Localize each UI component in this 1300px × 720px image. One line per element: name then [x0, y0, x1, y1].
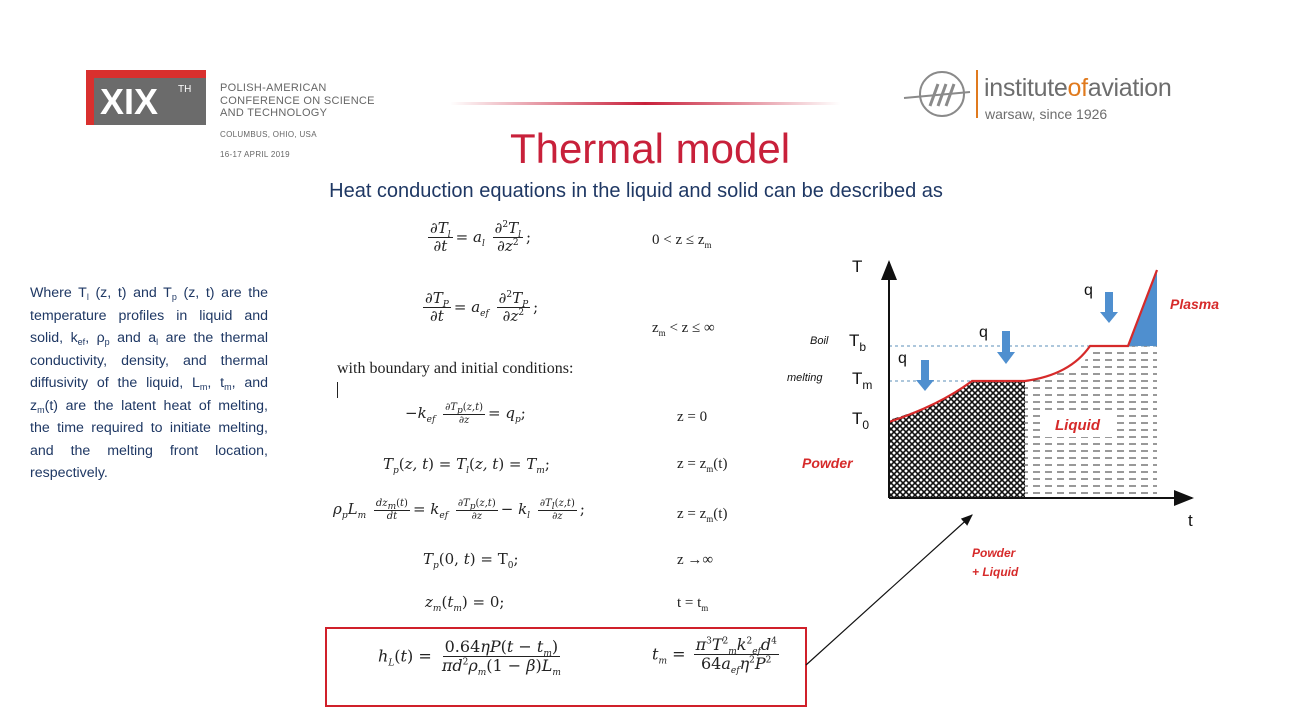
heat-flux-arrow-2	[997, 331, 1015, 364]
melting-time-formula: $t_m$ = $\frac{\pi^3T^2_mk^2_{ef}d^4}{64a_{ef}\eta^2P^2}$	[652, 635, 777, 677]
heat-flux-arrow-3	[1100, 292, 1118, 323]
initial-condition-2: $z_m(t_m) = 0$;	[425, 593, 505, 614]
heat-flux-arrow-1	[916, 360, 934, 391]
conf-name-line3: AND TECHNOLOGY	[220, 107, 328, 119]
institute-logo-icon	[900, 66, 980, 122]
melt-depth-formula: $h_L(t)$ = $\frac{0.64\eta P(t - t_m)}{\pi d^2\rho_m(1 - \beta)L_m}$	[378, 637, 561, 679]
initial-condition-1: $T_p(0$, $t) = T_0$;	[423, 550, 519, 571]
condition-solid: $z_m < z$ ≤ ∞	[652, 320, 715, 338]
label-T0: $T_0$	[852, 409, 870, 432]
label-plasma: Plasma	[1170, 296, 1220, 312]
label-Tm: $T_m$	[852, 369, 873, 392]
conf-logo-numeral: XIX	[100, 81, 159, 122]
condition-bc2: $z = z_m(t)$	[677, 456, 728, 474]
institute-name	[984, 74, 1172, 103]
conf-location: COLUMBUS, OHIO, USA	[220, 130, 317, 139]
condition-ic1: z →∞	[677, 552, 714, 568]
label-liquid: Liquid	[1055, 417, 1100, 434]
boundary-equation-1: $-k_{ef}$ $\frac{\partial T_p(z,t)}{\partial z}$ = $q_p$;	[405, 402, 526, 426]
conf-name-line1: POLISH-AMERICAN	[220, 82, 327, 94]
boundary-equation-2: $T_p(z$, $t) = T_l(z$, $t) = T_m$;	[383, 455, 550, 476]
condition-bc3: $z = z_m(t)$	[677, 506, 728, 524]
boundary-equation-3: $\rho_pL_m$ $\frac{dz_m(t)}{dt}$ = $k_{ef}$ $\frac{\partial T_p(z,t)}{\partial z}$ − $k_l$ $\frac{\partial T_l(z,t)}{\partial z}$ ;	[333, 498, 585, 522]
institute-name-part2: of	[1067, 74, 1088, 102]
condition-ic2: $t = t_m$	[677, 595, 709, 613]
heat-equation-liquid: $\frac{\partial T_l}{\partial t}$ = $a_l$ $\frac{\partial^2T_l}{\partial z^2}$ ;	[430, 219, 532, 256]
label-melting: melting	[787, 372, 823, 384]
conference-logo	[86, 70, 206, 125]
boundary-conditions-label: with boundary and initial conditions:	[337, 360, 574, 377]
institute-tagline: warsaw, since 1926	[985, 106, 1108, 122]
slide-subtitle: Heat conduction equations in the liquid and solid can be described as	[329, 180, 943, 202]
powder-liquid-pointer	[806, 515, 972, 665]
header-divider	[450, 102, 840, 105]
label-Tb: $T_b$	[849, 331, 867, 354]
powder-region	[889, 381, 1025, 498]
label-q3: q	[1084, 282, 1093, 299]
label-boil: Boil	[810, 335, 829, 347]
condition-bc1: z = 0	[677, 409, 708, 425]
label-q2: q	[979, 324, 988, 341]
label-powder-liquid-line1: Powder	[972, 546, 1016, 560]
axis-label-t: t	[1188, 511, 1193, 530]
temperature-time-diagram	[780, 240, 1220, 590]
label-powder-liquid-line2: + Liquid	[972, 565, 1019, 579]
slide-title: Thermal model	[509, 125, 791, 172]
explanation-paragraph: Where $T_l$ (z, t) and $T_p$ (z, t) are the temperature profiles in liquid and solid, $k_{ef}$, $\rho_p$ and $a_l$ are the thermal conductivity, density, and thermal diffusivity of the liquid, $L_m$, $t_m$, and $z_m(t)$ are the latent heat of melting, the time required to initiate melting, and the melting front location, respectively.	[30, 285, 269, 481]
institute-name-part1: institute	[984, 74, 1068, 102]
institute-name-part3: aviation	[1087, 74, 1172, 102]
condition-liquid: $0 < z \le z_m$	[652, 232, 712, 250]
institute-logo-divider	[976, 70, 978, 118]
heat-equation-solid: $\frac{\partial T_P}{\partial t}$ = $a_{ef}$ $\frac{\partial^2T_P}{\partial z^2}$ ;	[425, 289, 539, 326]
conf-date: 16-17 APRIL 2019	[220, 150, 290, 159]
axis-label-T: T	[852, 257, 863, 276]
text-cursor	[337, 382, 338, 398]
label-powder: Powder	[802, 455, 853, 471]
label-q1: q	[898, 350, 907, 367]
conf-name-line2: CONFERENCE ON SCIENCE	[220, 95, 375, 107]
conf-logo-superscript: TH	[178, 84, 192, 95]
